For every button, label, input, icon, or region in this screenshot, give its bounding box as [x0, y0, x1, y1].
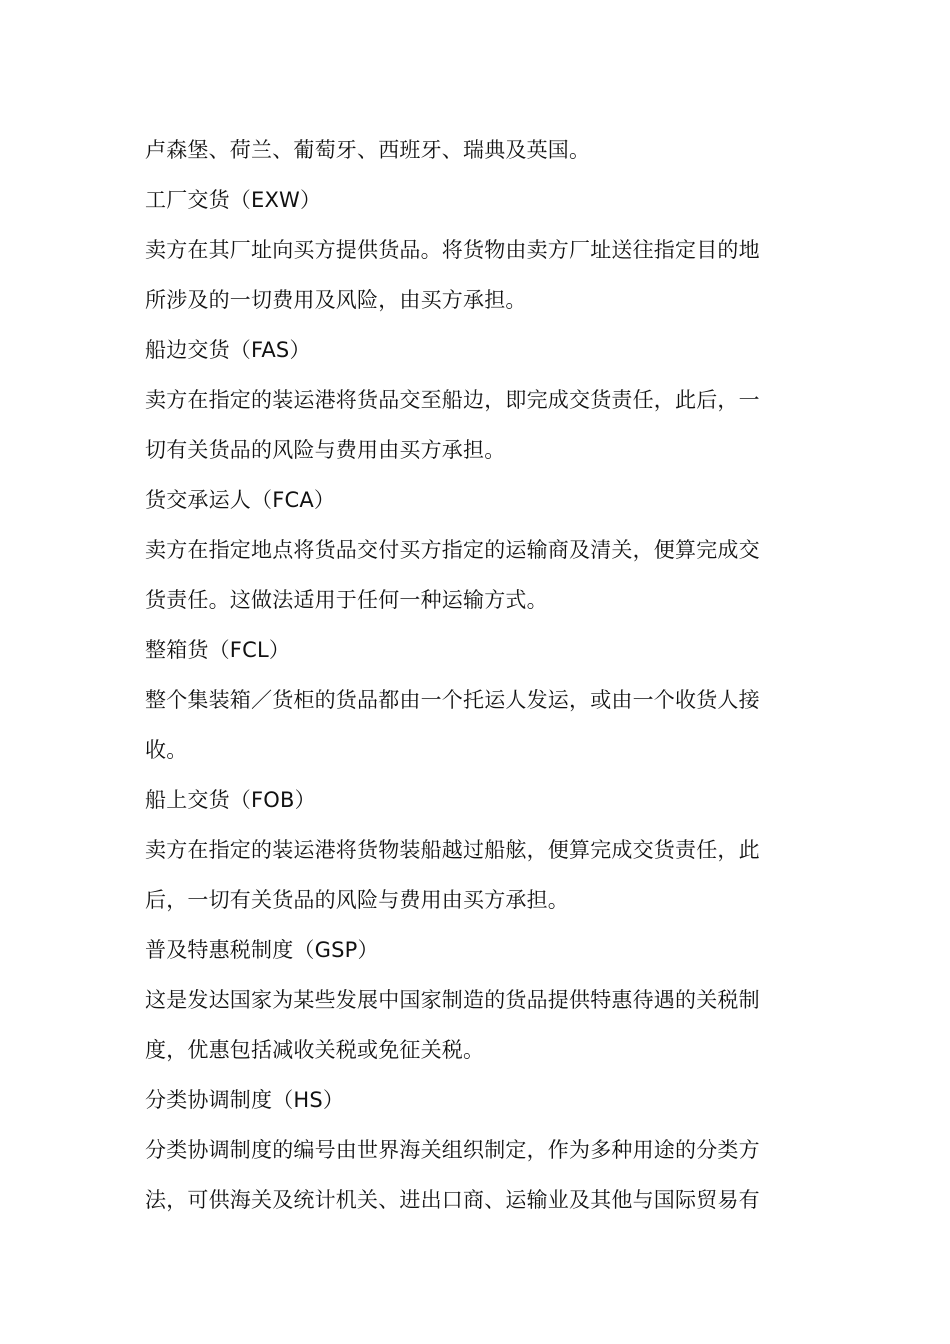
text-line: 收。 — [145, 738, 188, 762]
text-line: 所涉及的一切费用及风险，由买方承担。 — [145, 288, 527, 312]
text-line: 后，一切有关货品的风险与费用由买方承担。 — [145, 888, 569, 912]
document-body — [145, 131, 815, 1231]
text-line: 这是发达国家为某些发展中国家制造的货品提供特惠待遇的关税制 — [145, 988, 760, 1012]
text-line: 卖方在指定的装运港将货品交至船边，即完成交货责任，此后，一 — [145, 388, 760, 412]
term-heading-fca: 货交承运人（FCA） — [145, 488, 336, 512]
text-line: 卢森堡、荷兰、葡萄牙、西班牙、瑞典及英国。 — [145, 138, 591, 162]
text-line: 切有关货品的风险与费用由买方承担。 — [145, 438, 506, 462]
text-line: 度，优惠包括减收关税或免征关税。 — [145, 1038, 485, 1062]
term-heading-exw: 工厂交货（EXW） — [145, 188, 322, 212]
term-heading-gsp: 普及特惠税制度（GSP） — [145, 938, 379, 962]
text-line: 卖方在其厂址向买方提供货品。将货物由卖方厂址送往指定目的地 — [145, 238, 760, 262]
text-line: 卖方在指定的装运港将货物装船越过船舷，便算完成交货责任，此 — [145, 838, 760, 862]
term-heading-fob: 船上交货（FOB） — [145, 788, 316, 812]
term-heading-hs: 分类协调制度（HS） — [145, 1088, 345, 1112]
text-line: 卖方在指定地点将货品交付买方指定的运输商及清关，便算完成交 — [145, 538, 760, 562]
term-heading-fcl: 整箱货（FCL） — [145, 638, 291, 662]
text-line: 货责任。这做法适用于任何一种运输方式。 — [145, 588, 548, 612]
text-line: 分类协调制度的编号由世界海关组织制定，作为多种用途的分类方 — [145, 1138, 760, 1162]
text-line: 整个集装箱／货柜的货品都由一个托运人发运，或由一个收货人接 — [145, 688, 760, 712]
term-heading-fas: 船边交货（FAS） — [145, 338, 311, 362]
text-line: 法，可供海关及统计机关、进出口商、运输业及其他与国际贸易有 — [145, 1188, 760, 1212]
